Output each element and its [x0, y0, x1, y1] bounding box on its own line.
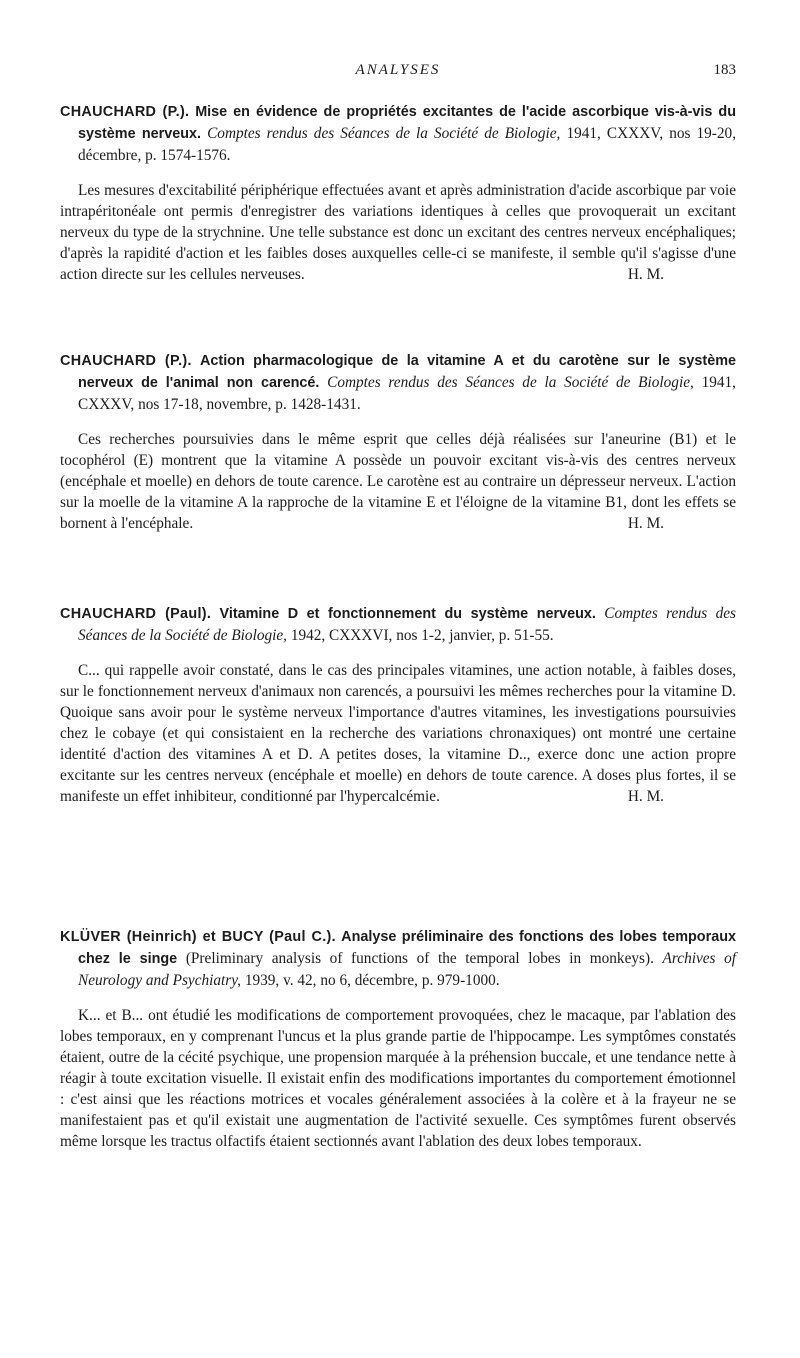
entry-details: 1942, CXXXVI, nos 1-2, janvier, p. 51-55.: [290, 627, 554, 644]
entry-abstract: [60, 429, 736, 534]
signature: H. M.: [627, 788, 664, 805]
entry-chauchard-ascorbique: [60, 101, 736, 285]
abstract-text: K... et B... ont étudié les modifications de comportement provoquées, chez le macaque, par l'ablation des lobes temporaux, en y comprenant l'uncus et la plus grande partie de l'hippocampe. Les symptômes constatés étaient, outre de la cécité psychique, une propension marquée à la préhension buccale, et une tendance nette à réagir à toute excitation visuelle. Il existait enfin des modifications importantes du comportement émotionnel : c'est ainsi que les réactions motrices et vocales généralement associées à la colère et à la frayeur ne se manifestaient pas et qu'il existait une augmentation de l'activité sexuelle. Ces symptômes furent observés même lorsque les tractus olfactifs étaient sectionnés avant l'ablation des deux lobes temporaux.: [60, 1007, 736, 1150]
entry-journal: Comptes rendus des Séances de la Société de Biologie,: [207, 125, 561, 142]
entry-details: 1941, CXXXV, nos 19-20, décembre, p. 1574-1576.: [78, 125, 737, 164]
entry-title: Analyse préliminaire des fonctions des lobes temporaux chez le singe: [78, 929, 736, 967]
entry-author: KLÜVER (Heinrich) et BUCY (Paul C.).: [60, 929, 336, 945]
entry-journal: Comptes rendus des Séances de la Société de Biologie,: [78, 605, 736, 644]
signature: H. M.: [627, 515, 664, 532]
entry-journal: Archives of Neurology and Psychiatry,: [78, 950, 737, 989]
entry-abstract: [60, 660, 736, 807]
entry-journal: Comptes rendus des Séances de la Société de Biologie,: [327, 374, 694, 391]
abstract-text: Ces recherches poursuivies dans le même esprit que celles déjà réalisées sur l'aneurine (B1) et le tocophérol (E) montrent que la vitamine A possède un pouvoir excitant vis-à-vis des centres nerveux (encéphale et moelle) en dehors de toute carence. Le carotène est au contraire un dépresseur nerveux. L'action sur la moelle de la vitamine A la rapproche de la vitamine E et l'éloigne de la vitamine B1, dont les effets se bornent à l'encéphale.: [60, 431, 736, 532]
abstract-text: Les mesures d'excitabilité périphérique effectuées avant et après administration d'acide ascorbique par voie intrapéritonéale ont permis d'enregistrer des variations identiques à celles que provoquerait un excitant nerveux du type de la strychnine. Une telle substance est donc un excitant des centres nerveux encéphaliques; d'après la rapidité d'action et les faibles doses auxquelles celle-ci se manifeste, il semble qu'il s'agisse d'une action directe sur les cellules nerveuses.: [60, 182, 736, 283]
page-number: 183: [713, 62, 736, 78]
citation: [60, 926, 736, 991]
citation: [60, 350, 736, 415]
entry-subtitle: (Preliminary analysis of functions of the temporal lobes in monkeys).: [185, 950, 654, 967]
entry-chauchard-vitamine-a: [60, 350, 736, 534]
entry-abstract: [60, 1005, 736, 1152]
entry-kluver-bucy: [60, 926, 736, 1152]
entry-details: 1939, v. 42, no 6, décembre, p. 979-1000.: [244, 972, 500, 989]
running-head: [60, 62, 736, 84]
entry-title: Mise en évidence de propriétés excitantes de l'acide ascorbique vis-à-vis du système nerveux.: [78, 104, 737, 142]
citation: [60, 603, 736, 646]
entry-author: CHAUCHARD (P.).: [60, 353, 192, 369]
entry-author: CHAUCHARD (Paul).: [60, 606, 212, 622]
abstract-text: C... qui rappelle avoir constaté, dans le cas des principales vitamines, une action notable, à faibles doses, sur le fonctionnement nerveux d'animaux non carencés, a poursuivi les mêmes recherches pour la vitamine D. Quoique sans avoir pour le système nerveux l'importance d'autres vitamines, les investigations poursuivies chez le cobaye (et qui consistaient en la recherche des variations chronaxiques) ont montré une certaine identité d'action des vitamines A et D. A petites doses, la vitamine D.., exerce donc une action propre excitante sur les centres nerveux (encéphale et moelle) en dehors de toute carence. A doses plus fortes, il se manifeste un effet inhibiteur, conditionné par l'hypercalcémie.: [60, 662, 736, 805]
entry-title: Vitamine D et fonctionnement du système nerveux.: [219, 606, 596, 622]
signature: H. M.: [627, 266, 664, 283]
entry-chauchard-vitamine-d: [60, 603, 736, 807]
entry-author: CHAUCHARD (P.).: [60, 104, 190, 120]
entry-abstract: [60, 180, 736, 285]
citation: [60, 101, 736, 166]
running-title: ANALYSES: [355, 62, 441, 78]
entry-details: 1941, CXXXV, nos 17-18, novembre, p. 1428-1431.: [78, 374, 736, 413]
entry-title: Action pharmacologique de la vitamine A et du carotène sur le système nerveux de l'animal non carencé.: [78, 353, 736, 391]
